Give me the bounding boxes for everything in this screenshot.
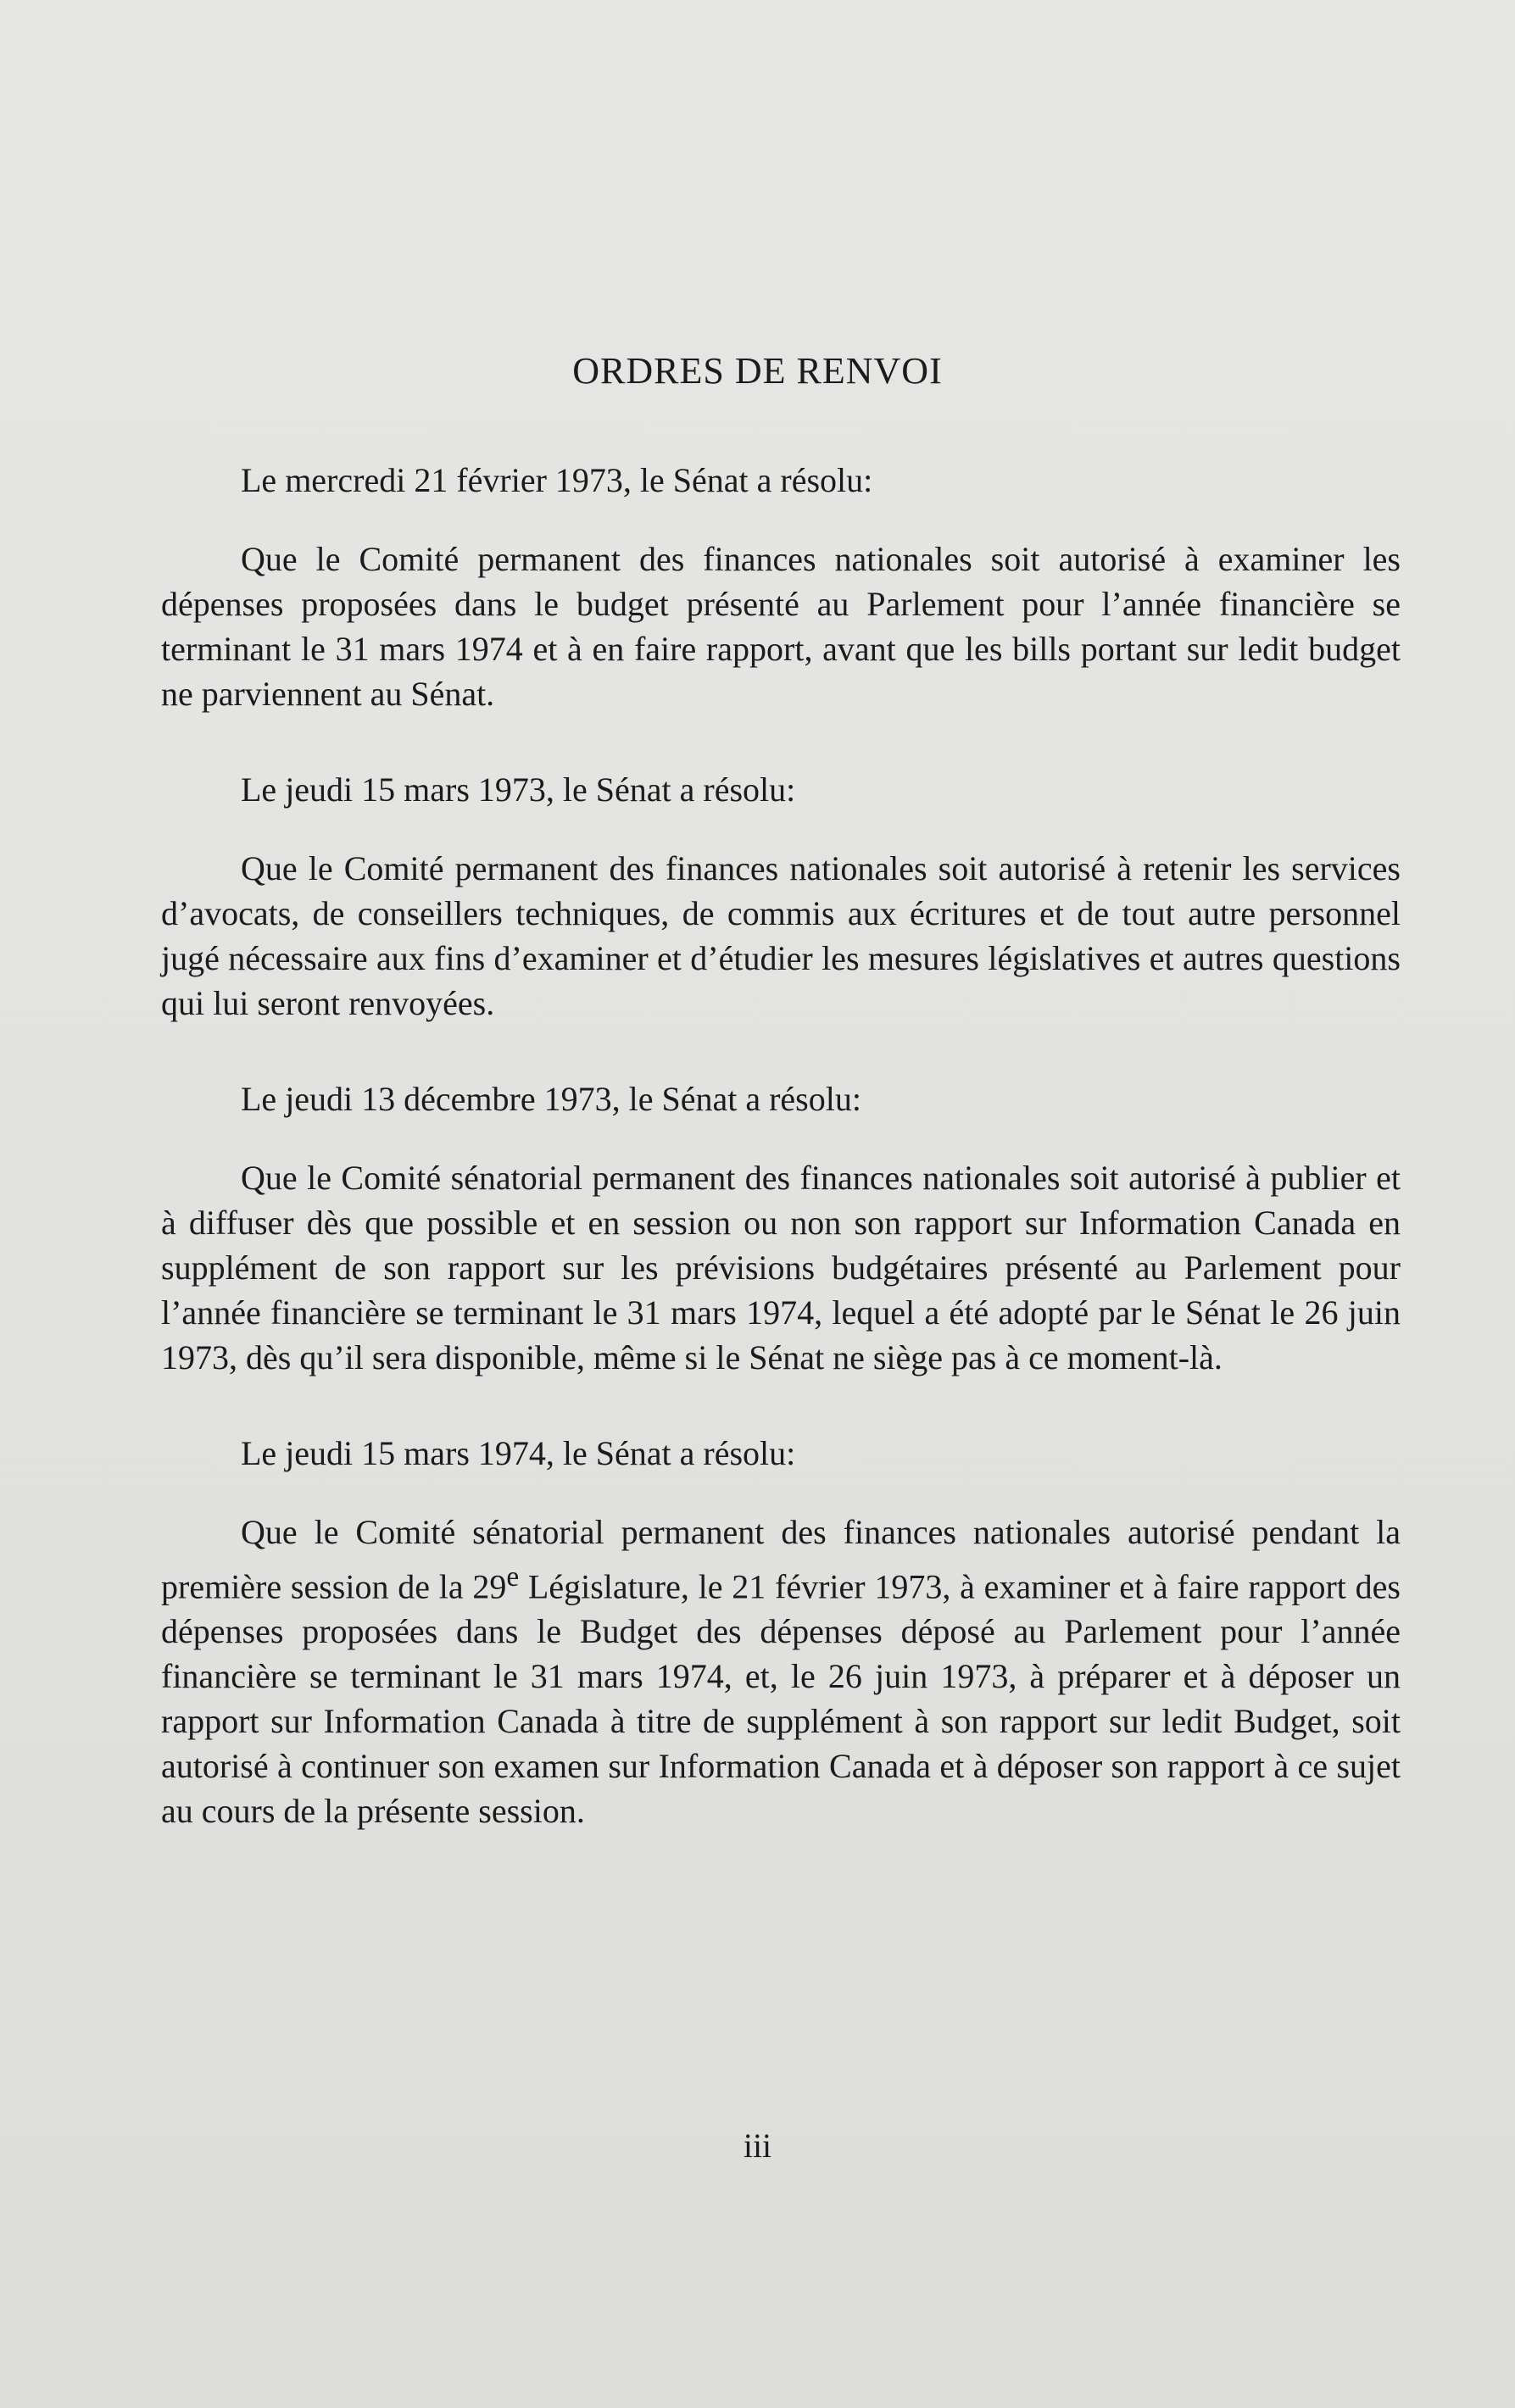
order-2-date: Le jeudi 15 mars 1973, le Sénat a résolu: — [241, 770, 796, 809]
order-4-date: Le jeudi 15 mars 1974, le Sénat a résolu: — [241, 1434, 796, 1472]
page-number: iii — [743, 2127, 772, 2165]
order-1-text: Que le Comité permanent des finances nationales soit autorisé à examiner les dépenses proposées dans le budget présenté au Parlement pour l’année financière se terminant le 31 mars 1974 et à en faire rapport, avant que les bills portant sur ledit budget ne parviennent au Sénat. — [161, 540, 1401, 713]
order-3-date: Le jeudi 13 décembre 1973, le Sénat a résolu: — [241, 1080, 861, 1118]
order-1-date: Le mercredi 21 février 1973, le Sénat a résolu: — [241, 461, 873, 499]
page-title: ORDRES DE RENVOI — [572, 350, 943, 392]
order-4-text — [161, 1510, 1401, 1833]
order-4-text-part-2: Législature, le 21 février 1973, à examiner et à faire rapport des dépenses proposées dans le Budget des dépenses déposé au Parlement pour l’année financière se terminant le 31 mars 1974, et, le 26 juin 1973, à préparer et à déposer un rapport sur Information Canada à titre de supplément à son rapport sur ledit Budget, soit autorisé à continuer son examen sur Information Canada et à déposer son rapport à ce sujet au cours de la présente session. — [161, 1567, 1401, 1831]
order-4-superscript: e — [506, 1561, 520, 1593]
order-2-text: Que le Comité permanent des finances nationales soit autorisé à retenir les services d’avocats, de conseillers techniques, de commis aux écritures et de tout autre personnel jugé nécessaire aux fins d’examiner et d’étudier les mesures législatives et autres questions qui lui seront renvoyées. — [161, 849, 1401, 1022]
orders-body — [161, 458, 1401, 1884]
order-3-text: Que le Comité sénatorial permanent des finances nationales soit autorisé à publier et à diffuser dès que possible et en session ou non son rapport sur Information Canada en supplément de son rapport sur les prévisions budgétaires présenté au Parlement pour l’année financière se terminant le 31 mars 1974, lequel a été adopté par le Sénat le 26 juin 1973, dès qu’il sera disponible, même si le Sénat ne siège pas à ce moment-là. — [161, 1159, 1401, 1376]
order-4-text-part-1: Que le Comité sénatorial permanent des finances nationales autorisé pendant la première session de la 29 — [161, 1513, 1401, 1606]
